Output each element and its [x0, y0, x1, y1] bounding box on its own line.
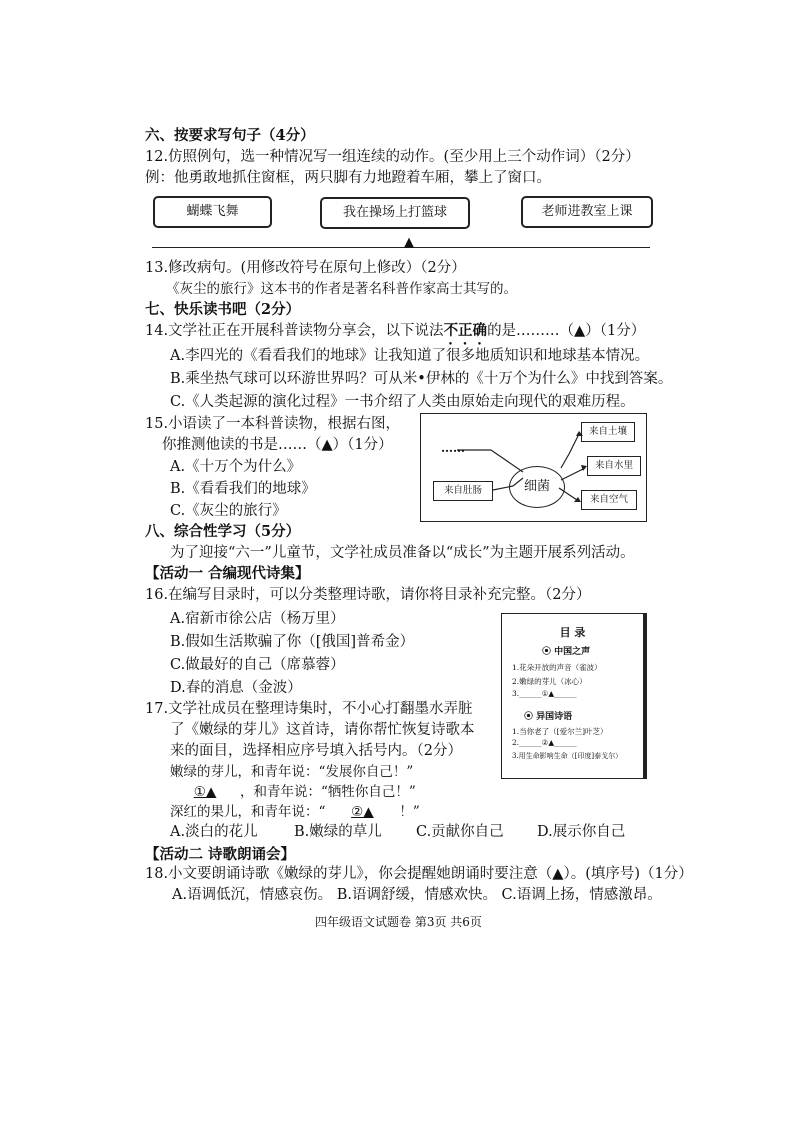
poem-line2: ①▲ ，和青年说：“牺牲你自己！”: [170, 782, 416, 802]
diagram-dots: ……: [441, 441, 465, 455]
q15-option-b: B.《看看我们的地球》: [170, 481, 316, 497]
location-pin-icon: ⦿: [524, 712, 534, 722]
q17-option-b: B.嫩绿的草儿: [294, 824, 382, 840]
option-teacher: 老师进教室上课: [521, 196, 653, 228]
q15-line1: 15.小语读了一本科普读物，根据右图，: [145, 416, 401, 432]
toc-cat2: ⦿ 异国诗语: [524, 712, 573, 722]
q17-option-c: C.贡献你自己: [416, 824, 504, 840]
q18-text: 18.小文要朗诵诗歌《嫩绿的芽儿》，你会提醒她朗诵时要注意（▲）。(填序号)（1分）: [145, 866, 693, 882]
toc-box: [501, 613, 647, 779]
section-8-heading: 八、综合性学习（5分）: [145, 523, 301, 540]
q17-line3: 来的面目，选择相应序号填入括号内。（2分）: [170, 743, 462, 759]
q14-option-a: A.李四光的《看看我们的地球》让我知道了很多地质知识和地球基本情况。: [170, 348, 650, 364]
section-8-intro: 为了迎接“六一”儿童节，文学社成员准备以“成长”为主题开展系列活动。: [170, 545, 635, 561]
diagram-from-water: 来自水里: [587, 456, 641, 476]
q13-sentence: 《灰尘的旅行》这本书的作者是著名科普作家高士其写的。: [166, 281, 517, 297]
toc-cat1-item2: 2.嫩绿的芽儿（冰心）: [512, 677, 587, 686]
q15-option-a: A.《十万个为什么》: [170, 459, 302, 475]
option-basketball: 我在操场上打篮球: [320, 197, 470, 229]
section-6-heading: 六、按要求写句子（4分）: [145, 127, 315, 144]
q14-option-b: B.乘坐热气球可以环游世界吗？可从米•伊林的《十万个为什么》中找到答案。: [170, 371, 673, 387]
diagram-from-soil: 来自土壤: [581, 422, 635, 442]
page-footer: 四年级语文试题卷 第3页 共6页: [315, 915, 482, 929]
q12-example: 例：他勇敢地抓住窗框，两只脚有力地蹬着车厢，攀上了窗口。: [145, 170, 551, 186]
q13-text: 13.修改病句。(用修改符号在原句上修改）（2分）: [145, 260, 466, 276]
toc-cat1-item3: 3.______①▲______: [512, 689, 577, 698]
toc-cat1: ⦿ 中国之声: [542, 647, 591, 657]
activity-1-heading: 【活动一 合编现代诗集】: [145, 565, 310, 582]
q17-line1: 17.文学社成员在整理诗集时，不小心打翻墨水弄脏: [145, 701, 473, 717]
toc-title: 目 录: [559, 626, 586, 639]
poem-line3: 深红的果儿，和青年说：“ ②▲ ！”: [170, 804, 420, 820]
poem-line1: 嫩绿的芽儿，和青年说：“发展你自己！”: [170, 764, 414, 780]
activity-2-heading: 【活动二 诗歌朗诵会】: [145, 846, 296, 863]
q16-option-a: A.宿新市徐公店（杨万里）: [170, 611, 345, 627]
diagram-from-intestine: 来自肚肠: [433, 481, 493, 501]
diagram-from-air: 来自空气: [581, 490, 637, 510]
q17-option-d: D.展示你自己: [537, 824, 626, 840]
toc-cat1-item1: 1.花朵开放的声音（雀波）: [512, 663, 602, 672]
q16-option-c: C.做最好的自己（席慕蓉）: [170, 657, 345, 673]
location-pin-icon: ⦿: [542, 647, 552, 657]
option-butterfly: 蝴蝶飞舞: [153, 196, 272, 228]
q16-text: 16.在编写目录时，可以分类整理诗歌，请你将目录补充完整。（2分）: [145, 587, 591, 603]
q15-option-c: C.《灰尘的旅行》: [170, 503, 287, 519]
answer-line: [152, 247, 650, 248]
q17-line2: 了《嫩绿的芽儿》这首诗，请你帮忙恢复诗歌本: [170, 722, 475, 738]
answer-mark: ▲: [404, 235, 414, 250]
q12-text: 12.仿照例句，选一种情况写一组连续的动作。(至少用上三个动作词）（2分）: [145, 149, 640, 165]
section-7-heading: 七、快乐读书吧（2分）: [145, 301, 301, 318]
blank-2: ②▲: [351, 804, 374, 820]
q18-options: A.语调低沉，情感哀伤。 B.语调舒缓，情感欢快。 C.语调上扬，情感激昂。: [172, 887, 662, 903]
q16-option-b: B.假如生活欺骗了你（[俄国]普希金）: [170, 634, 415, 650]
blank-1: ①▲: [193, 784, 217, 800]
q14-text: 14.文学社正在开展科普读物分享会，以下说法不正确的是………（▲）（1分）: [145, 322, 646, 339]
toc-cat2-item3: 3.用生命影响生命（[印度]泰戈尔）: [512, 752, 623, 760]
q14-option-c: C.《人类起源的演化过程》一书介绍了人类由原始走向现代的艰难历程。: [170, 394, 635, 410]
q17-option-a: A.淡白的花儿: [170, 824, 258, 840]
toc-cat2-item2: 2.______②▲______: [512, 738, 577, 747]
toc-cat2-item1: 1.当你老了（[爱尔兰]叶芝）: [512, 727, 608, 736]
emphasis-incorrect: 不正确: [443, 322, 488, 339]
diagram-center-bacteria: 细菌: [509, 466, 565, 508]
q15-line2: 你推测他读的书是……（▲）（1分）: [162, 437, 393, 453]
bacteria-diagram: [420, 413, 647, 522]
q16-option-d: D.春的消息（金波）: [170, 680, 302, 696]
